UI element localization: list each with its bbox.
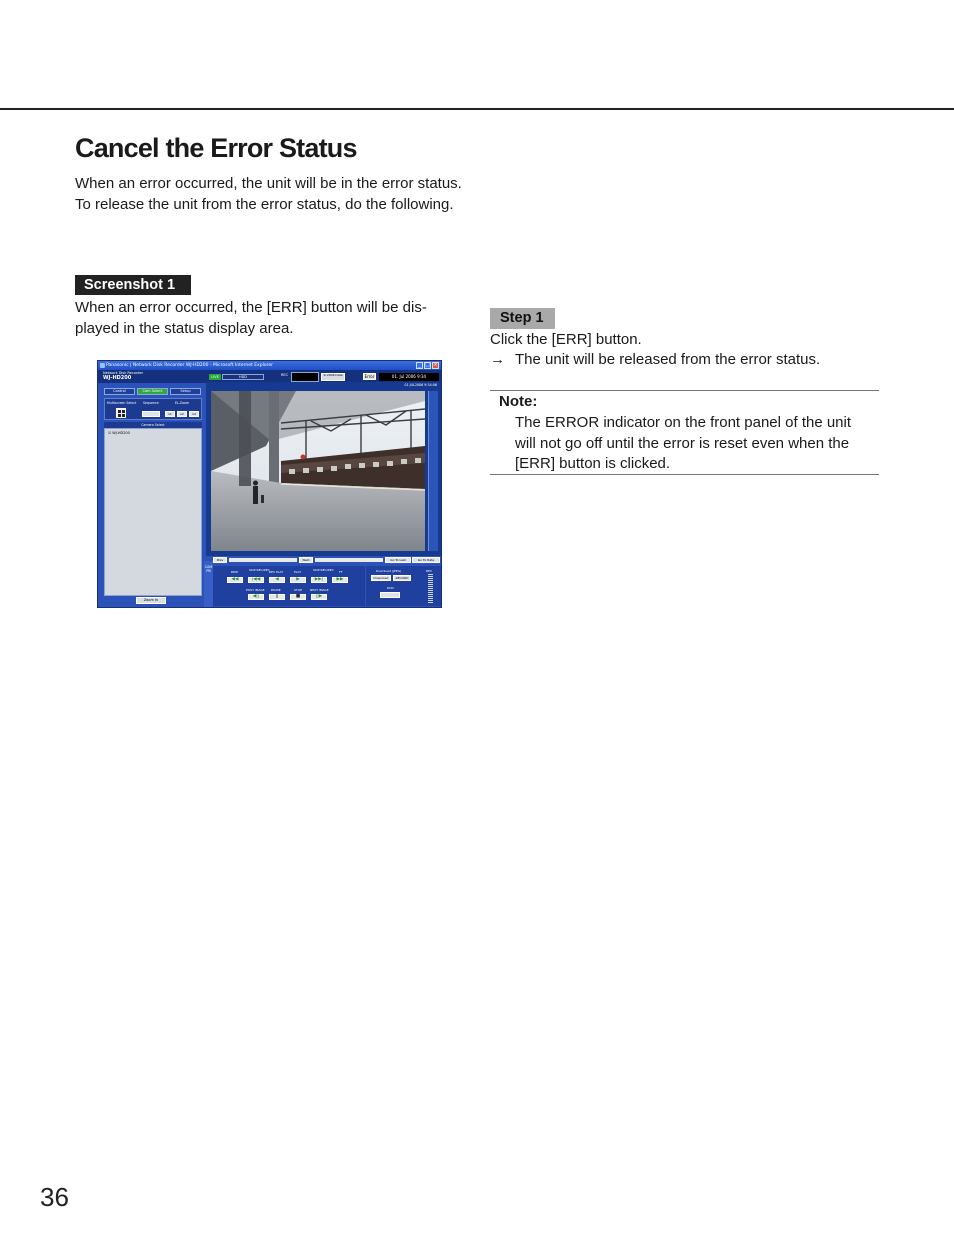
rec-indicator: REC: [281, 373, 289, 377]
zoom-x4-button[interactable]: x4: [189, 411, 199, 417]
pause-icon[interactable]: ||: [269, 594, 285, 600]
browser-window-title: Panasonic | Network Disk Recorder WJ-HD200 - Microsoft Internet Explorer: [106, 363, 273, 368]
skip-back-label: SKIP REC/REC: [249, 568, 270, 572]
recording-controls: [366, 566, 441, 606]
tab-control[interactable]: Control: [104, 388, 135, 395]
tab-cam-select[interactable]: Cam Select: [137, 388, 168, 395]
date-button[interactable]: ≡ 2006 Date: [321, 373, 345, 381]
screenshot-label: Screenshot 1: [75, 275, 191, 295]
page-number: 36: [40, 1182, 69, 1212]
browser-logo-icon: [100, 363, 105, 368]
video-timestamp: 01.JUL2006 9:34:06: [404, 383, 437, 387]
status-box: [291, 372, 319, 382]
download-button[interactable]: Download: [371, 575, 391, 581]
clock-display: 01. Jul 2006 9:34: [379, 373, 439, 381]
step-label: Step 1: [490, 308, 555, 329]
brand-line: Network Disk Recorder: [103, 371, 144, 375]
sequence-label: Sequence: [143, 401, 159, 405]
step-result: [490, 350, 880, 370]
arrow-icon: →: [490, 351, 505, 368]
rec-level-label: REC: [426, 569, 433, 573]
playback-controls: [213, 566, 365, 606]
el-zoom-label: EL-Zoom: [175, 401, 190, 405]
zoom-x1-button[interactable]: x1: [165, 411, 175, 417]
brand: [103, 371, 143, 381]
step-text: [490, 330, 880, 370]
multiscreen-label: Multiscreen Select: [107, 401, 137, 405]
skip-back-icon[interactable]: |◀◀: [248, 577, 264, 583]
next-image-label: NEXT IMAGE: [310, 588, 329, 592]
intro-line-2: To release the unit from the error status, do the following.: [75, 195, 454, 213]
seek-bar-right[interactable]: [315, 558, 383, 562]
skip-fwd-label: SKIP REC/REC: [313, 568, 334, 572]
left-panel: [100, 385, 202, 607]
minimize-icon[interactable]: _: [416, 362, 423, 369]
play-label: PLAY: [294, 570, 302, 574]
top-rule: [0, 108, 954, 110]
rev-play-label: REV PLAY: [269, 570, 284, 574]
err-button[interactable]: Error: [364, 374, 375, 379]
camera-list: [104, 428, 202, 596]
side-strip: CAM PB: [204, 561, 213, 607]
pause-label: PAUSE: [271, 588, 281, 592]
step-instruction: Click the [ERR] button.: [490, 331, 642, 348]
zoom-x2-button[interactable]: x2: [177, 411, 187, 417]
video-frame: [206, 382, 441, 556]
tab-setup[interactable]: Setup: [170, 388, 201, 395]
rev-play-icon[interactable]: ◀: [269, 577, 285, 583]
prev-button[interactable]: Prev: [213, 557, 227, 563]
disc-label: DISC: [387, 586, 395, 590]
skip-fwd-icon[interactable]: ▶▶|: [311, 577, 327, 583]
model-name: WJ-HD200: [103, 375, 132, 381]
tab-bar: [104, 388, 201, 395]
train-station-image: [211, 391, 425, 551]
close-icon[interactable]: ×: [433, 362, 438, 368]
download-label: Download (JPEG): [376, 569, 402, 573]
camera-list-item[interactable]: ☑ WJ-HD200: [108, 431, 130, 435]
window-buttons: [416, 362, 439, 369]
step-result-text: The unit will be released from the error status.: [515, 351, 821, 368]
note-title: Note:: [499, 393, 538, 410]
hdd-indicator: HDD: [222, 374, 264, 380]
post-image-label: POST IMAGE: [246, 588, 265, 592]
intro-text: [75, 174, 495, 215]
sequence-button[interactable]: [142, 411, 160, 417]
multiscreen-icon[interactable]: [116, 408, 126, 418]
ff-label: FF: [339, 570, 343, 574]
note-body: The ERROR indicator on the front panel of the unit will not go off until the error is reset even when the [ERR] button is clicked.: [515, 414, 852, 472]
seek-bar-left[interactable]: [229, 558, 297, 562]
display-controls: [104, 398, 202, 420]
browser-title-bar: [98, 361, 441, 370]
next-image-icon[interactable]: ||▶: [311, 594, 327, 600]
ff-icon[interactable]: ▶▶: [332, 577, 348, 583]
seek-row: [213, 557, 441, 564]
app-screenshot: [97, 360, 442, 608]
stop-label: STOP: [294, 588, 302, 592]
camera-select-header: Camera Select: [104, 422, 202, 428]
play-icon[interactable]: ▶: [290, 577, 306, 583]
stop-icon[interactable]: ■: [290, 594, 306, 600]
intro-line-1: When an error occurred, the unit will be in the error status.: [75, 175, 462, 192]
video-scrollbar[interactable]: [428, 391, 438, 551]
page-title: Cancel the Error Status: [75, 133, 357, 163]
live-indicator: LIVE: [209, 374, 221, 380]
disc-button[interactable]: [380, 592, 400, 598]
go-to-last-button[interactable]: Go To Last: [385, 557, 411, 563]
post-image-icon[interactable]: ◀||: [248, 594, 264, 600]
zoom-in-button[interactable]: Zoom In: [136, 597, 166, 604]
next-button[interactable]: Next: [299, 557, 313, 563]
rew-label: REW: [231, 570, 238, 574]
note-box: [490, 390, 879, 475]
screenshot-description: When an error occurred, the [ERR] button will be dis-played in the status display area.: [75, 299, 427, 337]
record-button[interactable]: RECORD: [393, 575, 411, 581]
camera-image: [211, 391, 425, 551]
rec-level-meter: [428, 574, 433, 604]
go-to-date-button[interactable]: Go To Date: [412, 557, 440, 563]
rew-icon[interactable]: ◀◀: [227, 577, 243, 583]
maximize-icon[interactable]: □: [425, 362, 430, 368]
